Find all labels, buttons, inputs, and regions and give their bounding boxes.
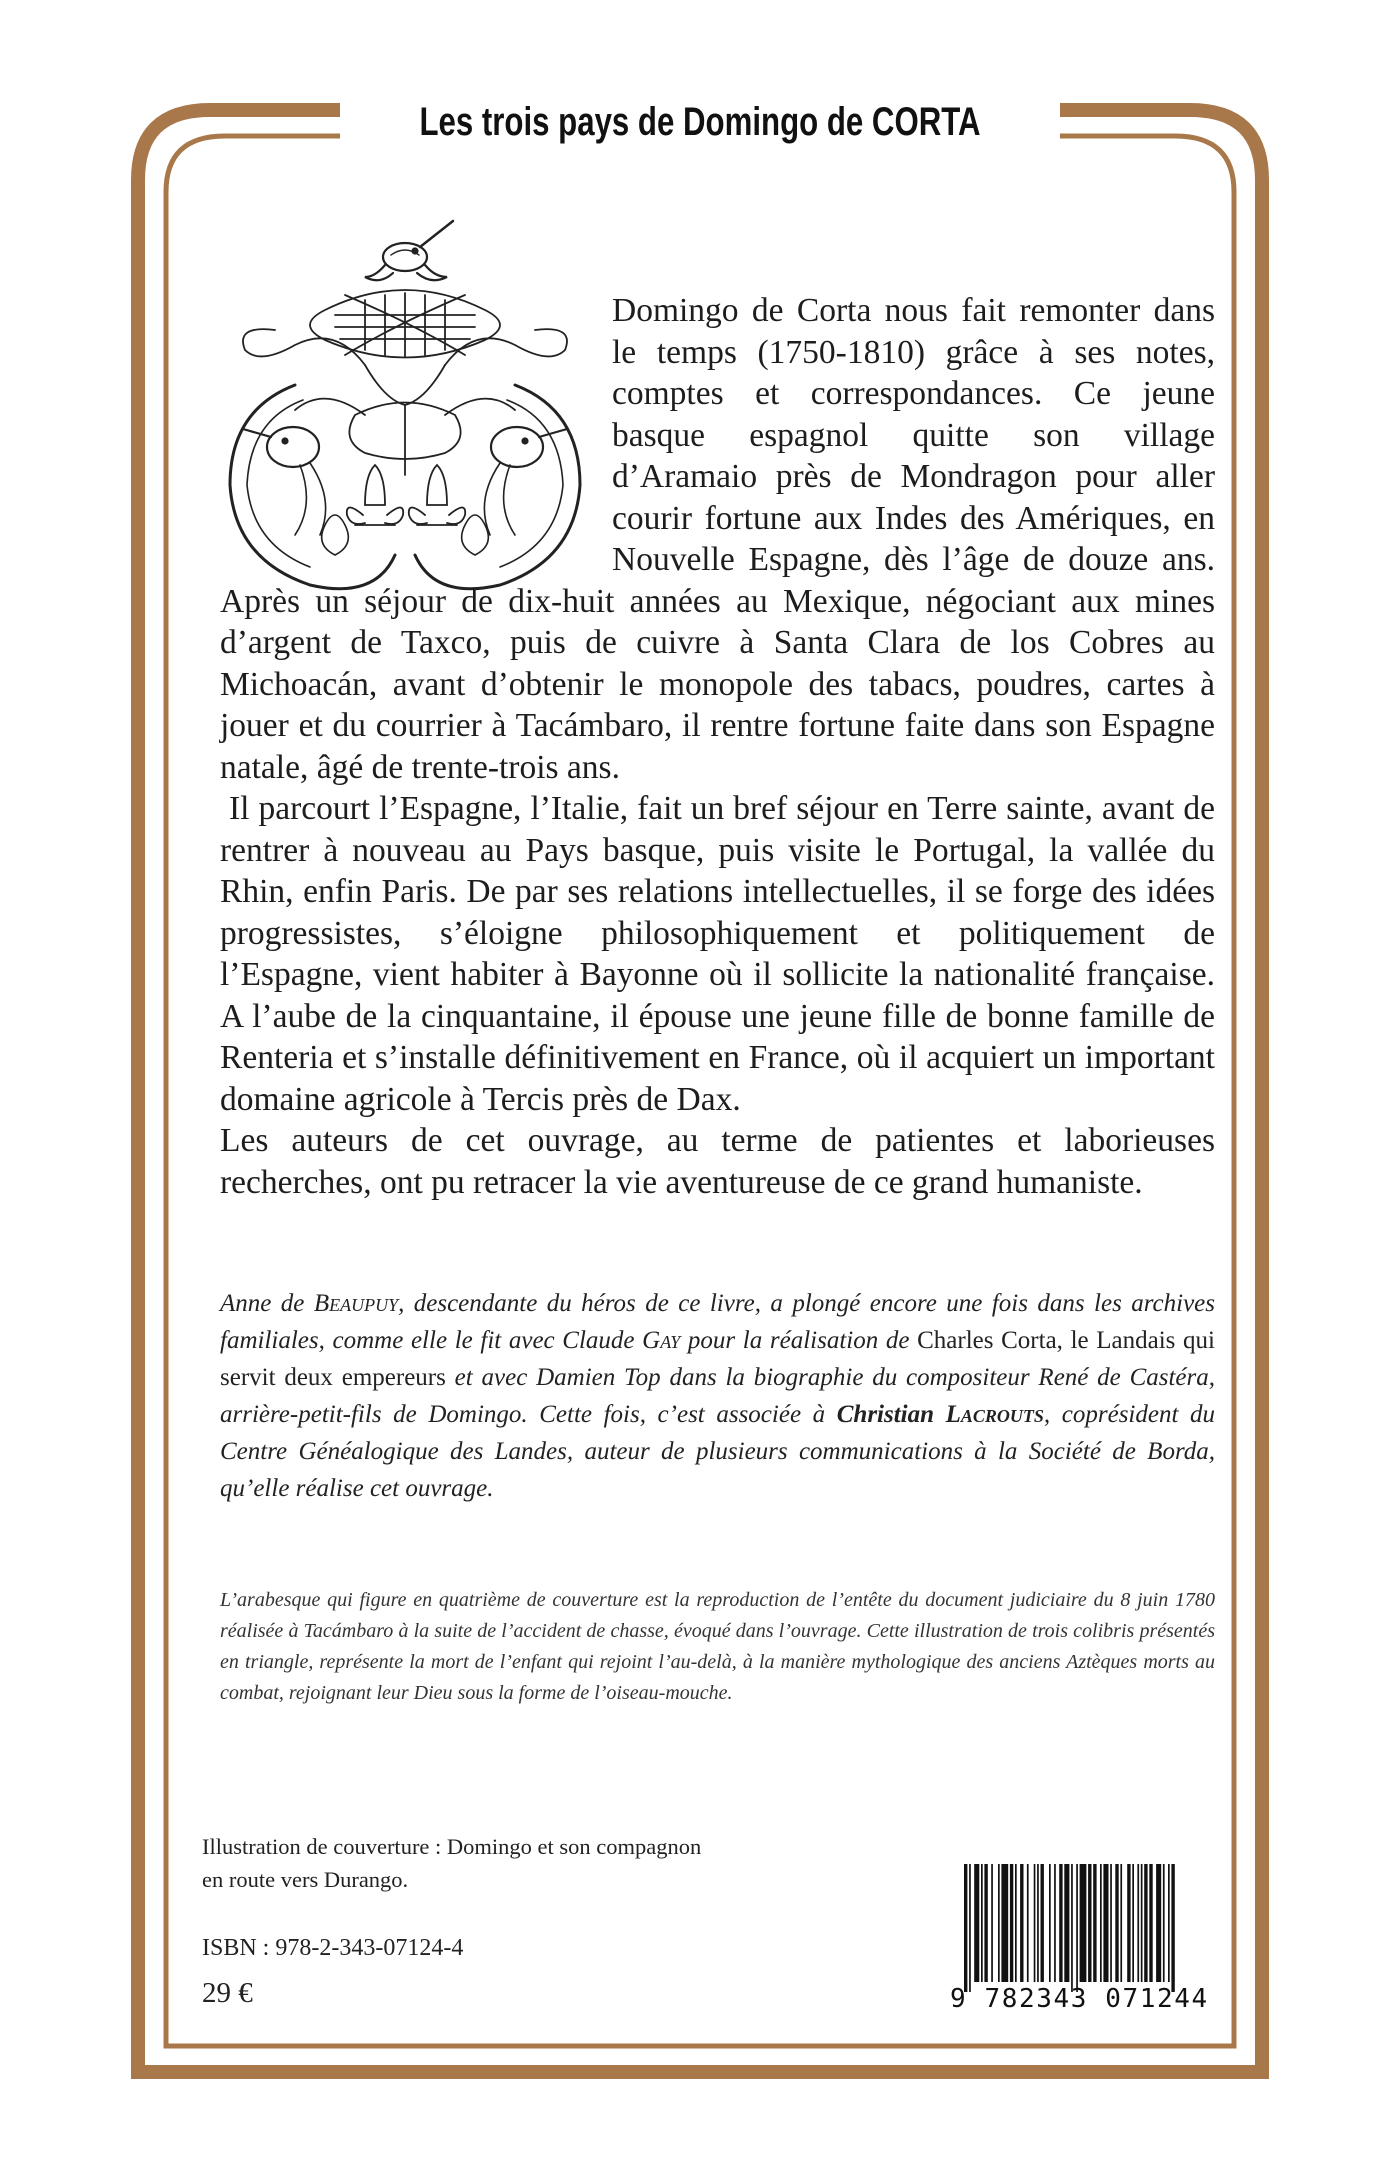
illustration-note: L’arabesque qui figure en quatrième de couverture est la reproduction de l’entête du document judiciaire du 8 juin 1780 réalisée à Tacámbaro à la suite de l’accident de chasse, évoqué dans l’ouvrage. Cette illustration de trois colibris présentés en triangle, représente la mort de l’enfant qui rejoint l’au-delà, à la manière mythologique des anciens Aztèques morts au combat, rejoignant leur Dieu sous la forme de l’oiseau-mouche. [220,1589,1215,1704]
barcode-bar [964,1864,967,1992]
barcode-bar [1037,1864,1039,1982]
barcode-bar [1059,1864,1062,1982]
barcode-bar [1054,1864,1056,1982]
barcode-bar [1049,1864,1051,1982]
barcode-bar [1015,1864,1017,1982]
barcode-bar [1064,1864,1069,1982]
barcode-bar [1034,1864,1036,1982]
barcode-bar [1080,1864,1087,1982]
barcode-bar [981,1864,983,1982]
barcode-bar [1141,1864,1143,1982]
barcode-bar [1163,1864,1165,1982]
barcode-bar [1137,1864,1139,1982]
top-hummingbird-icon [365,221,453,280]
barcode-bar [1010,1864,1013,1982]
barcode-bar [1027,1864,1029,1982]
barcode-bar [1144,1864,1147,1982]
barcode-bar [1001,1864,1008,1982]
barcode-bar [1071,1864,1073,1992]
blurb-paragraph-2: Il parcourt l’Espagne, l’Italie, fait un bref séjour en Terre sainte, avant de rentrer à nouveau au Pays basque, puis visite le Portugal, la vallée du Rhin, enfin Paris. De par ses relations intellectuelles, il se forge des idées progressistes, s’éloigne philosophiquement et politiquement de l’Espagne, vient habiter à Bayonne où il sollicite la nationalité française. A l’aube de la cinquantaine, il épouse une jeune fille de bonne famille de Renteria et s’installe définitivement en France, où il acquiert un important domaine agricole à Tercis près de Dax. [220,790,1215,1118]
barcode-bar [984,1864,987,1982]
barcode-bar [1171,1864,1174,1992]
barcode-bar [974,1864,979,1982]
barcode-bar [998,1864,1000,1982]
barcode-bar [1076,1864,1078,1992]
barcode-bar [1020,1864,1023,1982]
barcode-bar [1120,1864,1122,1982]
book-title: Les trois pays de Domingo de CORTA [419,100,981,144]
barcode-bar [1041,1864,1044,1982]
barcode-bar [1110,1864,1112,1982]
barcode-bar [1149,1864,1152,1982]
barcode-bar [1100,1864,1102,1982]
isbn: ISBN : 978-2-343-07124-4 [202,1935,464,1961]
barcode-bar [1088,1864,1091,1982]
barcode-bar [991,1864,993,1982]
blurb-paragraph-1: Domingo de Corta nous fait remonter dans le temps (1750-1810) grâce à ses notes, comptes et correspondances. Ce jeune basque espagnol quitte son village d’Aramaio près de Mondragon pour aller courir fortune aux Indes des Amériques, en Nouvelle Espagne, dès l’âge de douze ans. Après un séjour de dix-huit années au Mexique, négociant aux mines d’argent de Taxco, puis de cuivre à Santa Clara de los Cobres au Michoacán, avant d’obtenir le monopole des tabacs, poudres, cartes à jouer et du courrier à Tacámbaro, il rentre fortune faite dans son Espagne natale, âgé de trente-trois ans. [220,292,1215,786]
barcode-bar [1103,1864,1108,1982]
barcode-bar [1127,1864,1130,1982]
barcode-bar [969,1864,971,1992]
authors-bio: Anne de Beaupuy, descendante du héros de ce livre, a plongé encore une fois dans les archives familiales, comme elle le fit avec Claude Gay pour la réalisation de Charles Corta, le Landais qui servit deux empereurs et avec Damien Top dans la biographie du compositeur René de Castéra, arrière-petit-fils de Domingo. Cette fois, c’est associée à Christian Lacrouts, coprésident du Centre Généalogique des Landes, auteur de plusieurs communications à la Société de Borda, qu’elle réalise cet ouvrage. [220,1290,1216,1502]
barcode-bar [1115,1864,1118,1982]
barcode-bar [1132,1864,1134,1982]
barcode-bar [1168,1864,1170,1982]
price: 29 € [202,1977,253,2009]
blurb-paragraph-3: Les auteurs de cet ouvrage, au terme de patientes et laborieuses recherches, ont pu retracer la vie aventureuse de ce grand humaniste. [220,1122,1215,1201]
barcode-bar [1093,1864,1096,1982]
blurb-text [220,290,1215,1203]
barcode-digits: 9 782343 071244 [950,1984,1209,2014]
cover-credit: Illustration de couverture : Domingo et son compagnon en route vers Durango. [202,1834,702,1892]
barcode-bar [1156,1864,1161,1982]
